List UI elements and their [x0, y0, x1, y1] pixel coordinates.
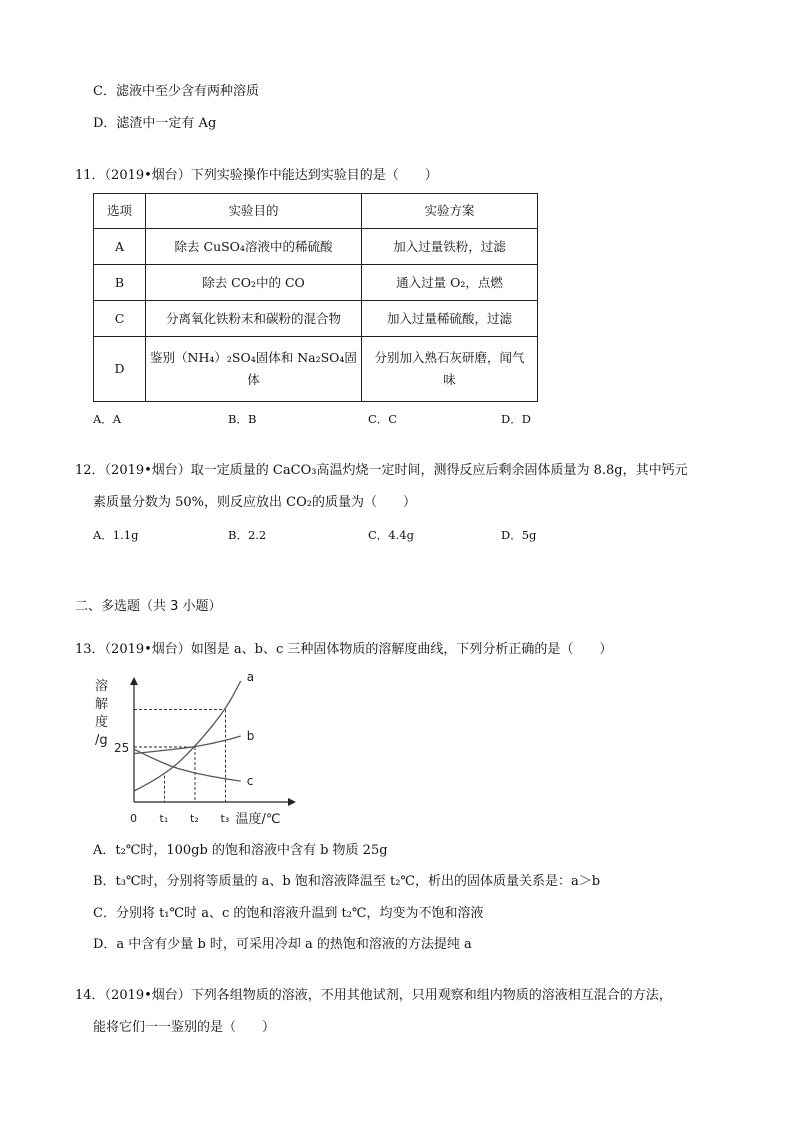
- q11-choice-b: B．B: [228, 412, 257, 426]
- q12-stem-line-2: 素质量分数为 50%，则反应放出 CO₂的质量为（ ）: [93, 495, 416, 510]
- table-header-option: 选项: [94, 194, 146, 229]
- table-row: [94, 337, 538, 402]
- q11-choice-c: C．C: [368, 412, 398, 426]
- q12-choice-d: D．5g: [501, 528, 537, 542]
- plan-line-1: 分别加入熟石灰研磨，闻气: [374, 350, 525, 365]
- y-axis-label: 解: [95, 697, 109, 712]
- series-b-label: b: [246, 729, 255, 743]
- table-row: [94, 301, 538, 337]
- q10-option-d: D．滤渣中一定有 Ag: [93, 116, 217, 131]
- q11-choice-d: D．D: [501, 412, 531, 426]
- q11-choice-a: A．A: [93, 412, 122, 426]
- experiment-table: [93, 193, 538, 402]
- x-tick-label: t₂: [190, 812, 199, 825]
- table-cell-option: A: [94, 229, 146, 265]
- table-cell-plan: 通入过量 O₂，点燃: [362, 265, 538, 301]
- origin-label: 0: [130, 812, 137, 825]
- y-axis-arrow: [130, 677, 138, 685]
- table-cell-option: C: [94, 301, 146, 337]
- q13-option-a: A．t₂℃时，100gb 的饱和溶液中含有 b 物质 25g: [93, 843, 388, 858]
- table-cell-option: D: [94, 337, 146, 402]
- q12-choice-b: B．2.2: [228, 528, 267, 542]
- table-row: [94, 229, 538, 265]
- table-cell-goal: 分离氧化铁粉末和碳粉的混合物: [146, 301, 362, 337]
- x-axis-label: 温度/℃: [235, 812, 281, 827]
- table-header-row: [94, 194, 538, 229]
- goal-line-2: 体: [247, 372, 260, 387]
- q14-stem-line-2: 能将它们一一鉴别的是（ ）: [93, 1020, 276, 1035]
- q13-option-b: B．t₃℃时，分别将等质量的 a、b 饱和溶液降温至 t₂℃，析出的固体质量关系是：a＞b: [93, 874, 601, 889]
- series-a-curve: [134, 681, 241, 791]
- y-axis-label: /g: [95, 733, 108, 748]
- x-tick-label: t₁: [159, 812, 169, 825]
- table-cell-goal: 除去 CO₂中的 CO: [146, 265, 362, 301]
- x-axis-arrow: [288, 798, 296, 806]
- x-tick-label: t₃: [220, 812, 230, 825]
- table-cell-plan: 加入过量铁粉，过滤: [362, 229, 538, 265]
- q11-stem: 11．（2019•烟台）下列实验操作中能达到实验目的是（ ）: [75, 168, 438, 183]
- table-cell-goal: 除去 CuSO₄溶液中的稀硫酸: [146, 229, 362, 265]
- table-header-goal: 实验目的: [146, 194, 362, 229]
- y-axis-label: 度: [95, 715, 109, 730]
- y-axis-label: 溶: [95, 679, 109, 694]
- q14-stem-line-1: 14．（2019•烟台）下列各组物质的溶液，不用其他试剂，只用观察和组内物质的溶液相互混合的方法，: [75, 988, 672, 1003]
- table-cell-goal: [146, 337, 362, 402]
- solubility-chart: [92, 672, 298, 832]
- goal-line-1: 鉴别（NH₄）₂SO₄固体和 Na₂SO₄固: [150, 350, 357, 365]
- table-header-plan: 实验方案: [362, 194, 538, 229]
- series-a-label: a: [246, 672, 255, 684]
- table-cell-plan: [362, 337, 538, 402]
- q12-stem-line-1: 12．（2019•烟台）取一定质量的 CaCO₃高温灼烧一定时间，测得反应后剩余固体质量为 8.8g，其中钙元: [75, 463, 688, 478]
- q13-option-c: C．分别将 t₁℃时 a、c 的饱和溶液升温到 t₂℃，均变为不饱和溶液: [93, 906, 484, 921]
- section-title: 二、多选题（共 3 小题）: [75, 599, 222, 614]
- table-row: [94, 265, 538, 301]
- q13-option-d: D．a 中含有少量 b 时，可采用冷却 a 的热饱和溶液的方法提纯 a: [93, 937, 472, 952]
- plan-line-2: 味: [443, 372, 456, 387]
- y-tick-label: 25: [114, 741, 130, 755]
- q12-choice-a: A．1.1g: [93, 528, 139, 542]
- table-cell-plan: 加入过量稀硫酸，过滤: [362, 301, 538, 337]
- table-cell-option: B: [94, 265, 146, 301]
- q12-choice-c: C．4.4g: [368, 528, 414, 542]
- series-b-curve: [134, 736, 241, 754]
- q13-stem: 13．（2019•烟台）如图是 a、b、c 三种固体物质的溶解度曲线，下列分析正确的是（ ）: [75, 642, 613, 657]
- series-c-label: c: [246, 774, 254, 789]
- q10-option-c: C．滤液中至少含有两种溶质: [93, 84, 259, 99]
